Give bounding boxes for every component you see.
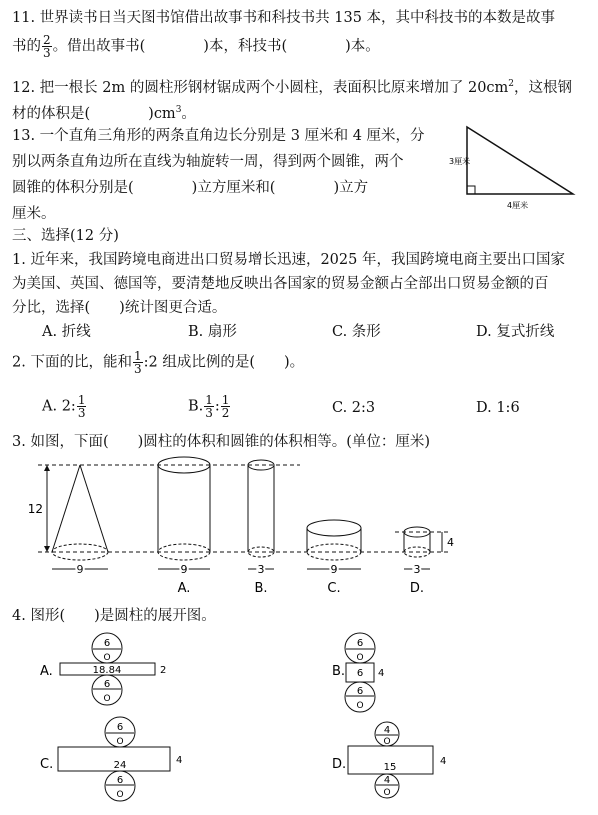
c1-option-a: A. 折线 — [42, 324, 91, 340]
triangle-vertical-label: 3厘米 — [449, 157, 471, 166]
c2-option-a — [42, 394, 87, 419]
c2-stem-post: :2 组成比例的是( )。 — [143, 354, 305, 371]
cone-right-edge — [80, 465, 108, 552]
c1-option-d: D. 复式折线 — [476, 324, 555, 340]
q12-line1-post: ，这根钢 — [514, 79, 573, 96]
net-a-top-center: O — [103, 653, 111, 663]
cylinder-a-label: A. — [177, 581, 191, 596]
q13-line1: 13. 一个直角三角形的两条直角边长分别是 3 厘米和 4 厘米，分 — [12, 128, 425, 144]
net-c-bottom-center: O — [116, 790, 124, 800]
q12-line2 — [12, 100, 196, 124]
net-b-top-center: O — [356, 653, 364, 663]
net-c — [40, 717, 182, 801]
cylinder-b-base-label: 3 — [257, 563, 265, 576]
net-c-top-center: O — [116, 737, 124, 747]
c1-line3: 分比，选择( )统计图更合适。 — [12, 300, 227, 316]
cylinder-d — [395, 527, 454, 596]
cylinder-c-top — [307, 520, 361, 536]
triangle-horizontal-label: 4厘米 — [507, 201, 529, 210]
q12-line1 — [12, 74, 572, 98]
net-b-rect-h: 4 — [378, 668, 385, 679]
q13-line3: 圆锥的体积分别是( )立方厘米和( )立方 — [12, 180, 369, 196]
c2-optB-d1: 3 — [205, 406, 213, 420]
c2-optA-num: 1 — [77, 393, 86, 407]
net-d-bottom-label: 4 — [383, 775, 391, 786]
q13-line4: 厘米。 — [12, 206, 56, 222]
q12-line2-post: 。 — [181, 105, 196, 122]
c2-option-b — [188, 394, 231, 419]
c2-optB-pre: B. — [188, 398, 204, 415]
net-b-bottom-label: 6 — [356, 686, 364, 697]
net-d-top-center: O — [383, 737, 391, 747]
net-a-label: A. — [40, 664, 53, 679]
q12-line1-sup: 2 — [508, 79, 515, 89]
net-a-top-label: 6 — [103, 638, 111, 649]
c2-stem — [12, 350, 304, 375]
cone-height-arrowhead-bottom — [44, 546, 50, 552]
q12-line2-pre: 材的体积是( )cm — [12, 105, 176, 122]
c2-stem-fraction — [133, 350, 143, 375]
net-c-rect-len: 24 — [113, 760, 127, 771]
net-b-bottom-center: O — [356, 701, 364, 711]
c2-stem-frac-den: 3 — [133, 362, 142, 376]
net-b-rect-len: 6 — [356, 668, 364, 679]
q12-line1-pre: 12. 把一根长 2m 的圆柱形钢材锯成两个小圆柱，表面积比原来增加了 20cm — [12, 79, 509, 96]
c2-option-d: D. 1:6 — [476, 400, 520, 416]
net-b — [332, 633, 384, 712]
cylinder-c-label: C. — [327, 581, 341, 596]
cone-height-label: 12 — [27, 502, 43, 516]
cylinder-c-base-label: 9 — [330, 563, 338, 576]
net-b-label: B. — [332, 664, 346, 679]
c2-optB-n2: 1 — [221, 393, 230, 407]
c2-option-c: C. 2:3 — [332, 400, 376, 416]
c3-figure — [0, 455, 598, 600]
q11-fraction — [42, 34, 52, 59]
net-c-rect-h: 4 — [176, 755, 183, 766]
q11-frac-num: 2 — [43, 33, 51, 47]
cone-base-label: 9 — [76, 563, 84, 576]
right-angle-mark — [467, 186, 475, 194]
cone-height-arrowhead-top — [44, 465, 50, 471]
net-a-bottom-label: 6 — [103, 679, 111, 690]
c1-option-b: B. 扇形 — [188, 324, 237, 340]
cylinder-d-label: D. — [409, 581, 425, 596]
cone-left-edge — [52, 465, 80, 552]
section3-title: 三、选择(12 分) — [12, 228, 119, 244]
net-c-bottom-label: 6 — [116, 775, 124, 786]
cylinder-a-base-label: 9 — [180, 563, 188, 576]
q11-line2-post: 。借出故事书( )本，科技书( )本。 — [52, 38, 380, 55]
cylinder-b — [248, 460, 274, 596]
c2-optB-frac2 — [221, 394, 231, 419]
net-a-bottom-center: O — [103, 694, 111, 704]
q12-line2-sup: 3 — [175, 105, 182, 115]
net-b-top-label: 6 — [356, 638, 364, 649]
net-a-rect-len: 18.84 — [92, 665, 122, 676]
q11-frac-den: 3 — [43, 46, 51, 60]
net-d-rect-h: 4 — [440, 756, 447, 767]
q11-line2-pre: 书的 — [12, 38, 41, 55]
c2-stem-frac-num: 1 — [133, 349, 142, 363]
c4-figure — [0, 628, 598, 815]
c3-stem: 3. 如图，下面( )圆柱的体积和圆锥的体积相等。(单位：厘米) — [12, 434, 431, 450]
cylinder-d-base-label: 3 — [413, 563, 421, 576]
net-d — [332, 722, 446, 798]
c2-optB-d2: 2 — [221, 406, 230, 420]
right-triangle — [467, 127, 573, 194]
net-c-label: C. — [40, 757, 54, 772]
q13-line2: 别以两条直角边所在直线为轴旋转一周，得到两个圆锥，两个 — [12, 154, 404, 170]
cone — [28, 465, 108, 576]
c4-stem: 4. 图形( )是圆柱的展开图。 — [12, 608, 216, 624]
net-d-top-label: 4 — [383, 725, 391, 736]
cylinder-b-label: B. — [254, 581, 268, 596]
c2-optA-den: 3 — [77, 406, 86, 420]
c2-optB-sep: : — [214, 398, 220, 415]
net-d-bottom-center: O — [383, 788, 391, 798]
c2-optA-fraction — [77, 394, 87, 419]
c2-optB-n1: 1 — [205, 393, 213, 407]
c1-line1: 1. 近年来，我国跨境电商进出口贸易增长迅速，2025 年，我国跨境电商主要出口国家 — [12, 252, 565, 268]
c1-option-c: C. 条形 — [332, 324, 381, 340]
c2-optA-pre: A. 2: — [42, 398, 76, 415]
cylinder-a — [158, 457, 210, 596]
cylinder-d-height-label: 4 — [447, 536, 454, 549]
c2-optB-frac1 — [204, 394, 214, 419]
q11-line2 — [12, 34, 380, 59]
net-a — [40, 633, 166, 705]
q11-line1: 11. 世界读书日当天图书馆借出故事书和科技书共 135 本，其中科技书的本数是故事 — [12, 10, 556, 26]
cylinder-c — [307, 520, 361, 596]
net-d-rect-len: 15 — [383, 762, 397, 773]
c1-line2: 为美国、英国、德国等，要清楚地反映出各国家的贸易金额占全部出口贸易金额的百 — [12, 276, 549, 292]
c2-stem-pre: 2. 下面的比，能和 — [12, 354, 132, 371]
net-c-top-label: 6 — [116, 722, 124, 733]
net-d-label: D. — [332, 757, 347, 772]
right-triangle-figure — [449, 122, 585, 214]
net-a-rect-h: 2 — [160, 665, 167, 676]
